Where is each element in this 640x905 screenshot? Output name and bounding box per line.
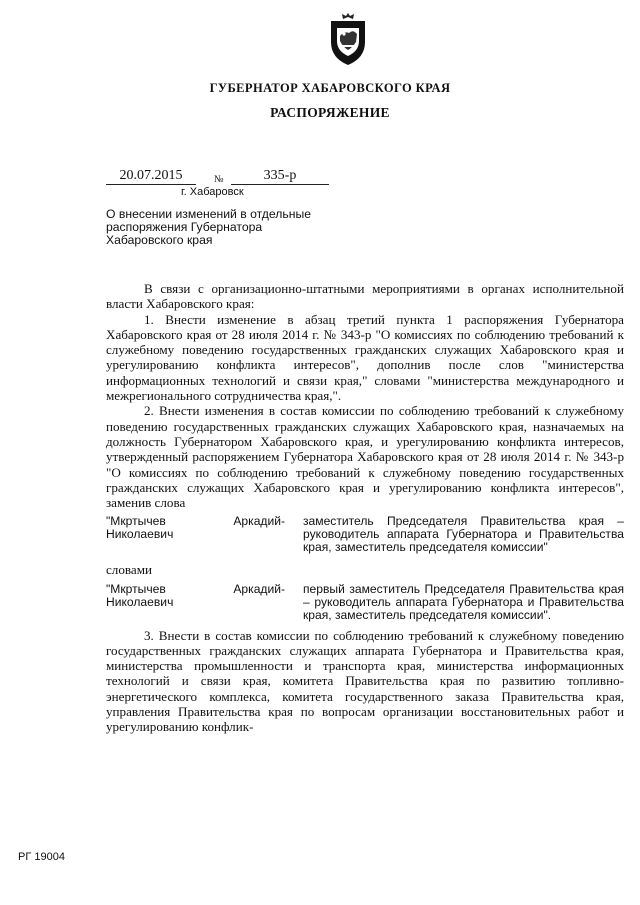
item-1-paragraph: 1. Внести изменение в абзац третий пункта 1 распоряжения Губернатора Хабаровского края от 28 июля 2014 г. № 343-р "О комиссиях по соблюдению требований к служебному поведению государственных гражданских служащих Хабаровского края и урегулированию конфликта интересов", дополнив после слов "министерства информационных технологий и связи края," словами "министерства международного и межрегионального сотрудничества края,". [106,311,624,404]
item-2-paragraph: 2. Внести изменения в состав комиссии по соблюдению требований к служебному поведению государственных гражданских служащих Хабаровского края, назначаемых на должность Губернатором Хабаровского края, и урегулированию конфликта интересов, утвержденный распоряжением Губернатора Хабаровского края от 28 июля 2014 г. № 343-р "О комиссиях по соблюдению требований к служебному поведению государственных гражданских служащих Хабаровского края и урегулированию конфликта интересов", заменив слова [106,403,624,511]
document-body [106,281,624,735]
replacement-word: словами [106,561,153,577]
new-entry-dash: - [281,582,286,597]
old-entry-name: "Мкртычев Аркадий Николаевич [106,514,281,542]
document-type-title: РАСПОРЯЖЕНИЕ [270,105,390,120]
old-entry [106,515,624,553]
coat-of-arms-emblem [327,12,369,66]
old-entry-dash: - [281,514,286,529]
document-date: 20.07.2015 [106,168,196,185]
governor-authority-title: ГУБЕРНАТОР ХАБАРОВСКОГО КРАЯ [209,81,451,95]
document-number: 335-р [231,168,329,185]
document-subject: О внесении изменений в отдельные распоряжения Губернатора Хабаровского края [106,207,312,247]
new-entry [106,583,624,621]
old-entry-position: заместитель Председателя Правительства края – руководитель аппарата Губернатора и Правительства края, заместитель председателя комиссии" [303,514,624,555]
item-3-paragraph: 3. Внести в состав комиссии по соблюдению требований к служебному поведению государственных гражданских служащих аппарата Губернатора и Правительства края, министерства промышленности и транспорта края, министерства информационных технологий и связи края, комитета Правительства края по развитию топливно-энергетического комплекса, комитета государственного заказа Правительства края, управления Правительства края по вопросам организации восстановительных работ и урегулированию конфлик- [106,627,624,735]
new-entry-name: "Мкртычев Аркадий Николаевич [106,582,281,609]
number-sign: № [214,174,224,185]
new-entry-position: первый заместитель Председателя Правительства края – руководитель аппарата Губернатора и Правительства края, заместитель председателя комиссии". [303,582,624,622]
footer-code: РГ 19004 [18,851,65,863]
intro-paragraph: В связи с организационно-штатными мероприятиями в органах исполнительной власти Хабаровского края: [106,281,624,312]
issue-city: г. Хабаровск [181,186,244,198]
